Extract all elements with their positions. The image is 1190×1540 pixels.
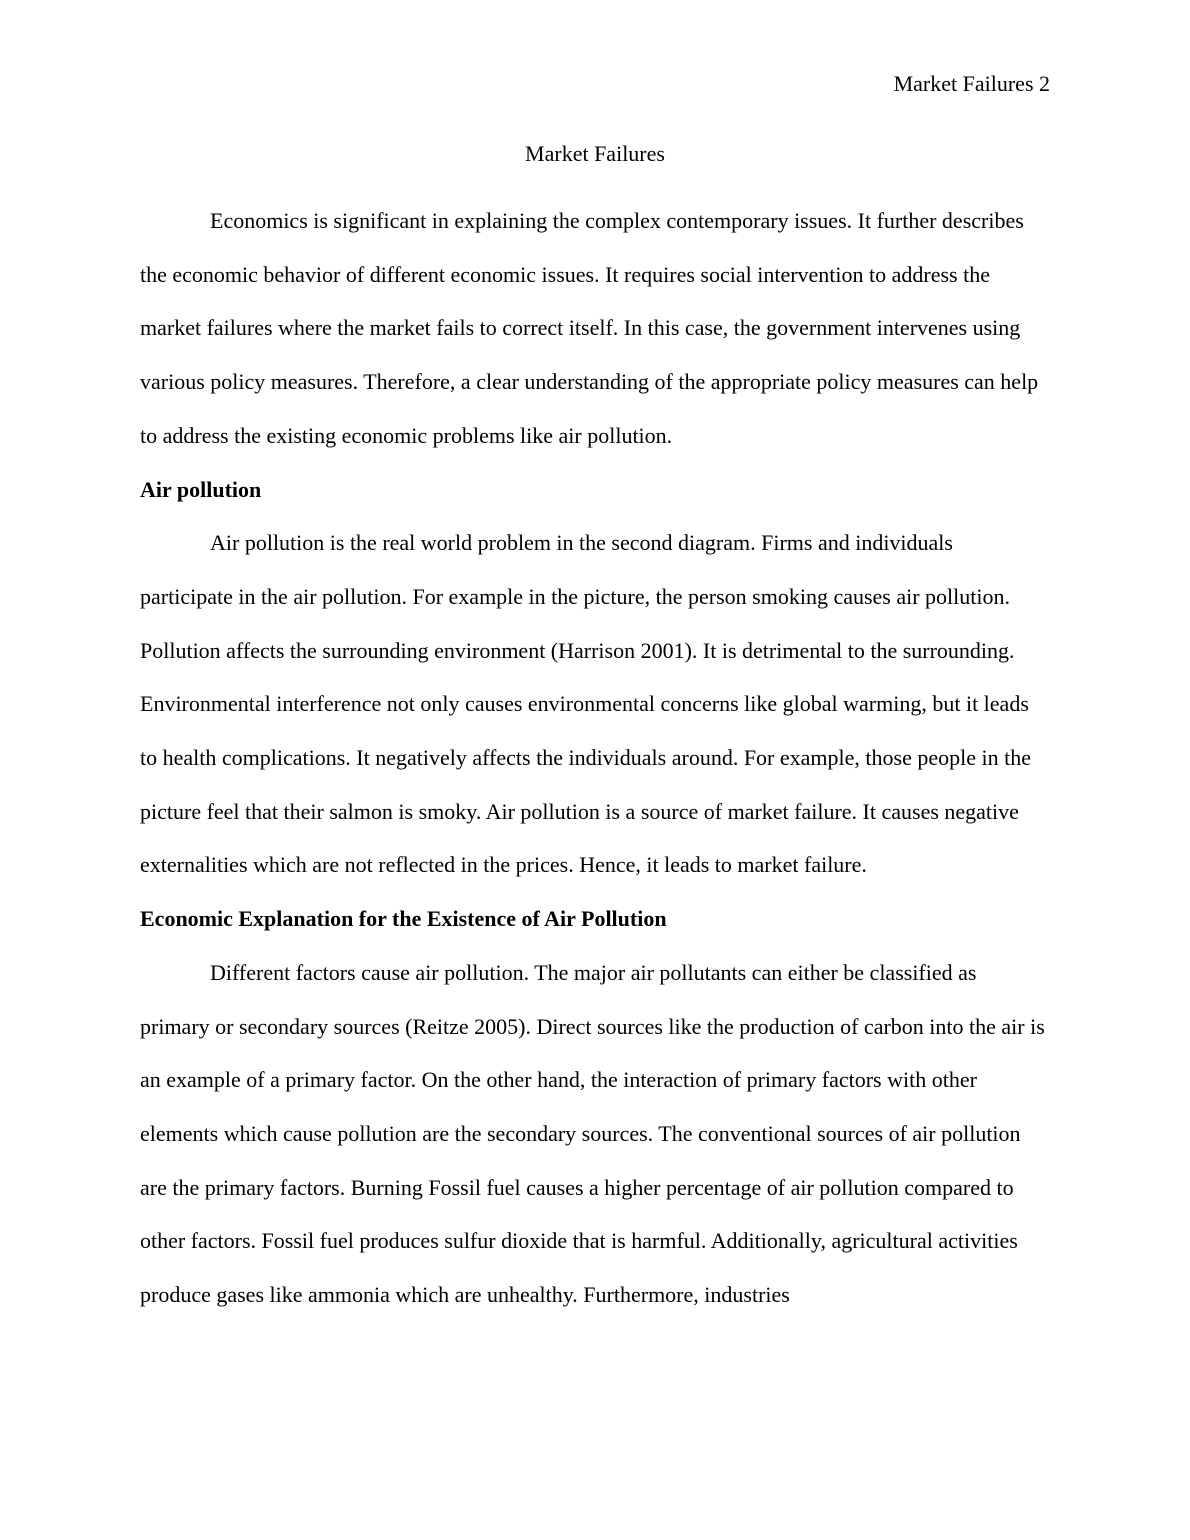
section-paragraph-economic-explanation: Different factors cause air pollution. The major air pollutants can either be classified as primary or secondary sources (Reitze 2005). Direct sources like the production of carbon into the air is an example of a primary factor. On the other hand, the interaction of primary factors with other elements which cause pollution are the secondary sources. The conventional sources of air pollution are the primary factors. Burning Fossil fuel causes a higher percentage of air pollution compared to other factors. Fossil fuel produces sulfur dioxide that is harmful. Additionally, agricultural activities produce gases like ammonia which are unhealthy. Furthermore, industries [140,959,1045,1308]
section-heading-economic-explanation: Economic Explanation for the Existence of Air Pollution [140,906,667,932]
section-heading-air-pollution: Air pollution [140,476,262,502]
section-paragraph-air-pollution: Air pollution is the real world problem in the second diagram. Firms and individuals participate in the air pollution. For example in the picture, the person smoking causes air pollution. Pollution affects the surrounding environment (Harrison 2001). It is detrimental to the surrounding. Environmental interference not only causes environmental concerns like global warming, but it leads to health complications. It negatively affects the individuals around. For example, those people in the picture feel that their salmon is smoky. Air pollution is a source of market failure. It causes negative externalities which are not reflected in the prices. Hence, it leads to market failure. [140,530,1031,878]
document-title: Market Failures [525,141,665,166]
running-head: Market Failures 2 [893,71,1050,96]
intro-paragraph: Economics is significant in explaining the complex contemporary issues. It further describes the economic behavior of different economic issues. It requires social intervention to address the market failures where the market fails to correct itself. In this case, the government intervenes using various policy measures. Therefore, a clear understanding of the appropriate policy measures can help to address the existing economic problems like air pollution. [140,208,1039,448]
document-body [140,140,1050,1322]
